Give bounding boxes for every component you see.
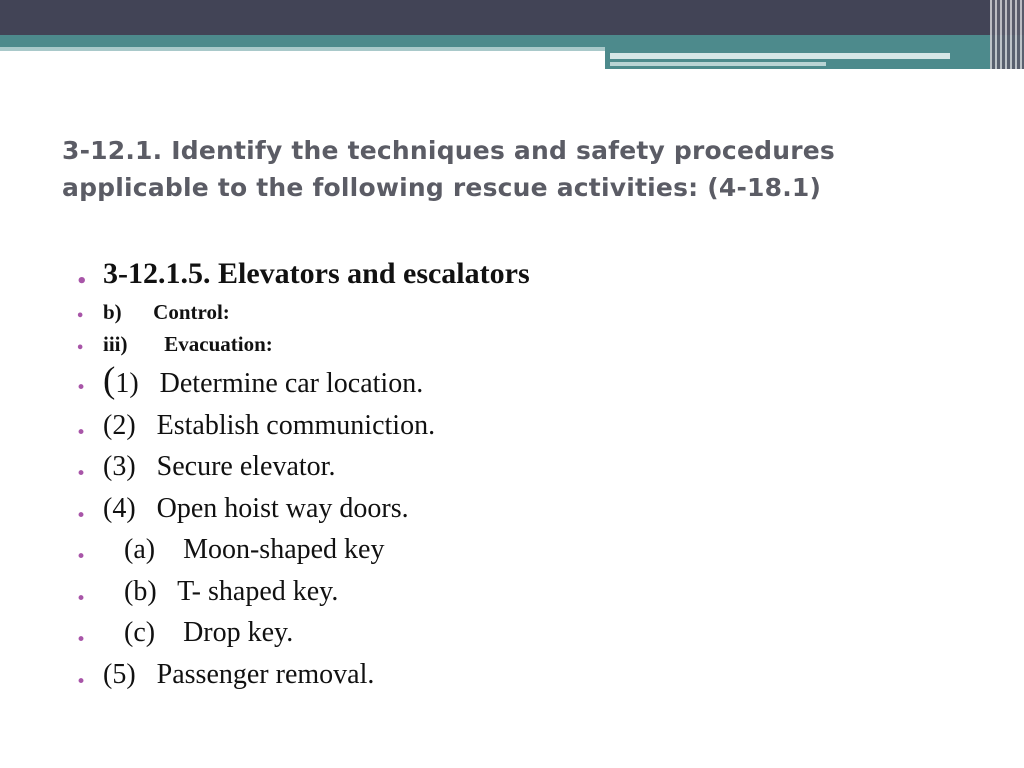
list-item-step-4 — [76, 488, 976, 530]
list-item-step-4c — [76, 612, 976, 654]
list-item-evacuation — [76, 328, 976, 360]
list-item-control — [76, 296, 976, 328]
list-item-step-1 — [76, 360, 976, 405]
slide-title — [62, 132, 922, 206]
list-item-text: b) Control: — [103, 300, 230, 324]
bullet-icon: • — [76, 378, 87, 398]
bullet-icon: • — [76, 505, 87, 526]
header-band-teal — [0, 35, 1024, 47]
header-band-light — [0, 47, 605, 51]
bullet-icon: • — [76, 341, 85, 356]
bullet-icon: • — [76, 464, 87, 484]
list-item-text: (2) Establish communiction. — [103, 409, 436, 441]
bullet-icon: • — [76, 309, 85, 324]
list-item-text: (4) Open hoist way doors. — [103, 492, 409, 524]
list-item-text: (5) Passenger removal. — [103, 658, 375, 690]
list-item-text: (3) Secure elevator. — [103, 451, 336, 482]
list-item-step-4a — [76, 529, 976, 571]
slide-title-line-2: applicable to the following rescue activities: (4-18.1) — [62, 173, 822, 202]
list-item-heading — [76, 252, 976, 296]
list-item-text: 1) Determine car location. — [115, 368, 424, 399]
bullet-icon: • — [76, 588, 87, 609]
header-edge-stripes — [990, 0, 1024, 69]
list-item-text: 3-12.1.5. Elevators and escalators — [103, 257, 530, 290]
bullet-icon: • — [76, 671, 87, 692]
list-item-step-4b — [76, 571, 976, 613]
header-band-dark — [0, 0, 1024, 35]
bullet-icon: • — [76, 271, 88, 292]
list-item-step-5 — [76, 654, 976, 696]
list-item-text: (c) Drop key. — [103, 617, 294, 648]
header-band-right-inner-2 — [610, 62, 826, 66]
header-band-right-inner — [610, 53, 950, 59]
bullet-icon: • — [76, 422, 87, 443]
slide-title-line-1: 3-12.1. Identify the techniques and safety procedures — [62, 136, 835, 165]
list-item-paren: ( — [103, 360, 116, 401]
list-item-step-3 — [76, 446, 976, 488]
bullet-icon: • — [76, 547, 87, 567]
list-item-step-2 — [76, 405, 976, 447]
bullet-list — [76, 252, 976, 695]
list-item-text: (a) Moon-shaped key — [103, 534, 385, 565]
list-item-text: iii) Evacuation: — [103, 332, 273, 356]
bullet-icon: • — [76, 630, 87, 650]
list-item-text: (b) T- shaped key. — [103, 575, 339, 607]
